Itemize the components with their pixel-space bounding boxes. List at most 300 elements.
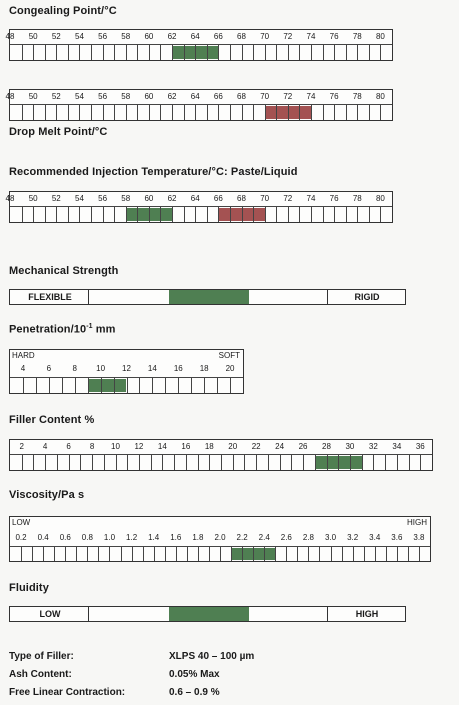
viscosity-scale-gridline <box>32 546 33 561</box>
penetration-tick-label: 20 <box>225 364 235 373</box>
penetration-tick-label: 12 <box>122 364 131 373</box>
viscosity-scale-gridline <box>275 546 276 561</box>
injection-scale-gridline <box>357 206 358 222</box>
filler-scale-gridline <box>303 454 304 470</box>
viscosity-tick-label: 0.6 <box>59 533 71 542</box>
viscosity-scale-gridline <box>143 546 144 561</box>
filler-scale-gridline <box>362 454 363 470</box>
drop_melt-scale-gridline <box>311 104 312 120</box>
injection-scale-gridline <box>230 206 231 222</box>
congealing-scale-gridline <box>45 44 46 60</box>
drop_melt-scale-gridline <box>207 104 208 120</box>
congealing-scale-gridline <box>357 44 358 60</box>
injection-scale-gridline <box>276 206 277 222</box>
injection-scale-gridline <box>253 206 254 222</box>
filler-content-title: Filler Content % <box>9 414 95 426</box>
fluidity-level <box>169 607 249 621</box>
filler-tick-label: 6 <box>66 442 71 451</box>
injection-scale-gridline <box>103 206 104 222</box>
injection-tick-label: 60 <box>144 194 154 203</box>
viscosity-tick-label: 2.2 <box>236 533 248 542</box>
viscosity-scale-gridline <box>286 546 287 561</box>
congealing-scale-gridline <box>149 44 150 60</box>
filler-scale-gridline <box>209 454 210 470</box>
congealing-scale-gridline <box>323 44 324 60</box>
penetration-scale-gridline <box>191 377 192 393</box>
filler-scale-gridline <box>198 454 199 470</box>
congealing-tick-label: 60 <box>144 32 154 41</box>
injection-tick-label: 56 <box>98 194 108 203</box>
viscosity-scale-gridline <box>386 546 387 561</box>
drop_melt-scale-gridline <box>276 104 277 120</box>
filler-tick-label: 4 <box>42 442 48 451</box>
viscosity-scale-gridline <box>331 546 332 561</box>
congealing-scale-gridline <box>334 44 335 60</box>
viscosity-scale-gridline <box>21 546 22 561</box>
viscosity-scale-gridline <box>419 546 420 561</box>
filler-scale-gridline <box>151 454 152 470</box>
viscosity-high-label: HIGH <box>407 518 427 527</box>
filler-tick-label: 18 <box>204 442 214 451</box>
viscosity-tick-label: 0.4 <box>37 533 49 542</box>
injection-scale-gridline <box>45 206 46 222</box>
filler-scale-gridline <box>373 454 374 470</box>
penetration-scale-gridline <box>204 377 205 393</box>
congealing-tick-label: 48 <box>5 32 15 41</box>
drop_melt-scale-gridline <box>253 104 254 120</box>
penetration-scale-gridline <box>62 377 63 393</box>
fluidity-high-label: HIGH <box>355 609 379 619</box>
congealing-scale-gridline <box>346 44 347 60</box>
penetration-range-highlight-green <box>88 379 127 392</box>
viscosity-scale-gridline <box>43 546 44 561</box>
viscosity-tick-label: 1.8 <box>192 533 204 542</box>
injection-tick-label: 74 <box>306 194 316 203</box>
filler-scale-gridline <box>221 454 222 470</box>
injection-scale-gridline <box>218 206 219 222</box>
penetration-scale <box>9 349 244 394</box>
drop_melt-scale-gridline <box>149 104 150 120</box>
viscosity-scale-gridline <box>76 546 77 561</box>
fluidity-title: Fluidity <box>9 582 49 594</box>
filler-tick-label: 2 <box>19 442 24 451</box>
viscosity-scale-gridline <box>408 546 409 561</box>
injection-tick-label: 72 <box>283 194 293 203</box>
viscosity-scale-gridline <box>121 546 122 561</box>
viscosity-scale-gridline <box>98 546 99 561</box>
viscosity-scale-gridline <box>165 546 166 561</box>
filler-scale-gridline <box>104 454 105 470</box>
penetration-title-text: Penetration/10 <box>9 323 87 336</box>
viscosity-scale-gridline <box>87 546 88 561</box>
congealing-scale-gridline <box>276 44 277 60</box>
drop_melt-scale-gridline <box>230 104 231 120</box>
filler-tick-label: 26 <box>298 442 308 451</box>
penetration-scale-gridline <box>36 377 37 393</box>
injection-scale-gridline <box>323 206 324 222</box>
filler-tick-label: 8 <box>89 442 95 451</box>
congealing-tick-label: 56 <box>98 32 108 41</box>
filler-scale-gridline <box>315 454 316 470</box>
drop_melt-scale-gridline <box>56 104 57 120</box>
drop_melt-tick-label: 60 <box>144 92 154 101</box>
injection-scale-gridline <box>334 206 335 222</box>
viscosity-tick-label: 1.2 <box>126 533 138 542</box>
viscosity-scale-gridline <box>308 546 309 561</box>
congealing-scale-gridline <box>79 44 80 60</box>
drop_melt-scale-gridline <box>369 104 370 120</box>
injection-temperature-title: Recommended Injection Temperature/°C: Paste/Liquid <box>9 166 298 178</box>
filler-scale-gridline <box>409 454 410 470</box>
drop-melt-point-title: Drop Melt Point/°C <box>9 126 108 138</box>
penetration-scale-gridline <box>127 377 128 393</box>
congealing-scale-gridline <box>311 44 312 60</box>
viscosity-scale-gridline <box>154 546 155 561</box>
filler-scale-gridline <box>22 454 23 470</box>
penetration-scale-gridline <box>75 377 76 393</box>
viscosity-scale-gridline <box>397 546 398 561</box>
injection-scale-gridline <box>149 206 150 222</box>
filler-tick-label: 30 <box>345 442 355 451</box>
drop_melt-scale-gridline <box>299 104 300 120</box>
injection-scale-gridline <box>369 206 370 222</box>
viscosity-scale-gridline <box>375 546 376 561</box>
congealing-scale-gridline <box>242 44 243 60</box>
filler-tick-label: 36 <box>415 442 425 451</box>
injection-tick-label: 76 <box>329 194 339 203</box>
congealing-tick-label: 76 <box>329 32 339 41</box>
drop_melt-scale-gridline <box>160 104 161 120</box>
injection-tick-label: 78 <box>352 194 362 203</box>
injection-scale-gridline <box>160 206 161 222</box>
injection-scale-gridline <box>195 206 196 222</box>
penetration-scale-gridline <box>217 377 218 393</box>
injection-scale-gridline <box>22 206 23 222</box>
drop_melt-scale-gridline <box>334 104 335 120</box>
filler-scale-gridline <box>420 454 421 470</box>
penetration-tick-label: 10 <box>96 364 106 373</box>
filler-tick-label: 10 <box>111 442 120 451</box>
penetration-scale-gridline <box>152 377 153 393</box>
viscosity-tick-label: 2.8 <box>302 533 314 542</box>
viscosity-scale-gridline <box>264 546 265 561</box>
drop_melt-tick-label: 64 <box>190 92 200 101</box>
congealing-tick-label: 72 <box>283 32 293 41</box>
filler-tick-label: 20 <box>228 442 238 451</box>
filler-scale-gridline <box>186 454 187 470</box>
penetration-tick-label: 14 <box>147 364 157 373</box>
injection-tick-label: 68 <box>237 194 246 203</box>
congealing-scale-gridline <box>91 44 92 60</box>
filler-scale-gridline <box>244 454 245 470</box>
penetration-tick-label: 18 <box>199 364 209 373</box>
linear-contraction-value: 0.6 – 0.9 % <box>169 687 220 698</box>
penetration-title-exponent: -1 <box>86 323 93 330</box>
filler-scale-gridline <box>33 454 34 470</box>
penetration-soft-label: SOFT <box>218 351 240 360</box>
filler-tick-label: 22 <box>251 442 261 451</box>
filler-scale-gridline <box>139 454 140 470</box>
filler-tick-label: 12 <box>134 442 144 451</box>
injection-scale-gridline <box>265 206 266 222</box>
drop_melt-tick-label: 72 <box>283 92 293 101</box>
viscosity-tick-label: 1.4 <box>148 533 160 542</box>
viscosity-tick-label: 1.6 <box>170 533 182 542</box>
congealing-tick-label: 62 <box>167 32 177 41</box>
injection-scale-gridline <box>91 206 92 222</box>
viscosity-tick-label: 3.0 <box>324 533 337 542</box>
drop_melt-scale-gridline <box>195 104 196 120</box>
drop_melt-tick-label: 76 <box>329 92 339 101</box>
viscosity-scale-gridline <box>132 546 133 561</box>
congealing-scale-gridline <box>288 44 289 60</box>
congealing-scale-gridline <box>137 44 138 60</box>
congealing-tick-label: 70 <box>260 32 270 41</box>
viscosity-scale-gridline <box>198 546 199 561</box>
congealing-scale-gridline <box>195 44 196 60</box>
viscosity-tick-label: 3.4 <box>369 533 381 542</box>
viscosity-scale-gridline <box>220 546 221 561</box>
injection-scale-gridline <box>346 206 347 222</box>
congealing-scale-gridline <box>172 44 173 60</box>
penetration-tick-label: 8 <box>72 364 77 373</box>
injection-scale-gridline <box>184 206 185 222</box>
drop_melt-tick-label: 68 <box>237 92 246 101</box>
viscosity-scale-gridline <box>176 546 177 561</box>
mechanical-strength-bar <box>9 289 406 305</box>
drop_melt-scale-gridline <box>288 104 289 120</box>
viscosity-scale-gridline <box>319 546 320 561</box>
injection-tick-label: 52 <box>51 194 61 203</box>
injection-tick-label: 48 <box>5 194 15 203</box>
penetration-scale-gridline <box>230 377 231 393</box>
congealing-tick-label: 80 <box>375 32 385 41</box>
drop_melt-scale-gridline <box>68 104 69 120</box>
mechanical-strength-level <box>169 290 249 304</box>
congealing-scale-gridline <box>299 44 300 60</box>
filler-type-label: Type of Filler: <box>9 651 74 662</box>
drop_melt-tick-label: 62 <box>167 92 177 101</box>
penetration-scale-gridline <box>114 377 115 393</box>
viscosity-tick-label: 0.2 <box>15 533 27 542</box>
filler-tick-label: 28 <box>322 442 331 451</box>
viscosity-scale-gridline <box>209 546 210 561</box>
filler-scale-gridline <box>338 454 339 470</box>
congealing-scale-gridline <box>218 44 219 60</box>
injection-temperature-scale <box>5 191 393 223</box>
drop_melt-tick-label: 58 <box>121 92 131 101</box>
congealing-point-title: Congealing Point/°C <box>9 5 117 17</box>
viscosity-title: Viscosity/Pa s <box>9 489 85 501</box>
injection-tick-label: 58 <box>121 194 131 203</box>
congealing-scale-gridline <box>68 44 69 60</box>
drop_melt-scale-gridline <box>346 104 347 120</box>
injection-scale-gridline <box>56 206 57 222</box>
filler-scale-gridline <box>45 454 46 470</box>
filler-scale-gridline <box>92 454 93 470</box>
penetration-scale-gridline <box>88 377 89 393</box>
drop_melt-scale-gridline <box>242 104 243 120</box>
penetration-scale-gridline <box>49 377 50 393</box>
viscosity-scale-gridline <box>353 546 354 561</box>
viscosity-tick-label: 2.6 <box>280 533 292 542</box>
viscosity-scale-gridline <box>253 546 254 561</box>
filler-scale-gridline <box>350 454 351 470</box>
injection-scale-gridline <box>311 206 312 222</box>
congealing-scale-gridline <box>22 44 23 60</box>
injection-tick-label: 70 <box>260 194 270 203</box>
injection-scale-gridline <box>33 206 34 222</box>
congealing-scale-gridline <box>33 44 34 60</box>
filler-scale-gridline <box>280 454 281 470</box>
congealing-point-scale <box>5 29 393 61</box>
viscosity-scale-gridline <box>187 546 188 561</box>
drop_melt-scale-gridline <box>323 104 324 120</box>
congealing-tick-label: 68 <box>237 32 246 41</box>
viscosity-tick-label: 3.8 <box>413 533 425 542</box>
congealing-scale-gridline <box>369 44 370 60</box>
injection-scale-gridline <box>380 206 381 222</box>
congealing-scale-gridline <box>380 44 381 60</box>
congealing-scale-gridline <box>253 44 254 60</box>
mechanical-flexible-label: FLEXIBLE <box>28 292 72 302</box>
penetration-tick-label: 4 <box>20 364 26 373</box>
injection-scale-gridline <box>68 206 69 222</box>
drop_melt-tick-label: 52 <box>51 92 61 101</box>
filler-tick-label: 32 <box>368 442 378 451</box>
viscosity-scale <box>9 516 431 562</box>
congealing-scale-gridline <box>114 44 115 60</box>
filler-scale-gridline <box>162 454 163 470</box>
congealing-tick-label: 52 <box>51 32 61 41</box>
injection-tick-label: 54 <box>75 194 84 203</box>
filler-tick-label: 34 <box>392 442 402 451</box>
congealing-scale-gridline <box>230 44 231 60</box>
filler-scale-gridline <box>127 454 128 470</box>
congealing-scale-gridline <box>265 44 266 60</box>
congealing-tick-label: 58 <box>121 32 131 41</box>
viscosity-tick-label: 2.4 <box>258 533 270 542</box>
linear-contraction-label: Free Linear Contraction: <box>9 687 126 698</box>
viscosity-scale-gridline <box>297 546 298 561</box>
drop_melt-scale-gridline <box>22 104 23 120</box>
penetration-hard-label: HARD <box>12 351 35 360</box>
injection-scale-gridline <box>114 206 115 222</box>
penetration-scale-gridline <box>178 377 179 393</box>
filler-scale-gridline <box>268 454 269 470</box>
filler-type-value: XLPS 40 – 100 µm <box>169 651 255 662</box>
penetration-title-unit: mm <box>92 323 116 336</box>
drop_melt-scale-gridline <box>33 104 34 120</box>
drop_melt-tick-label: 78 <box>352 92 362 101</box>
viscosity-scale-gridline <box>54 546 55 561</box>
viscosity-tick-label: 0.8 <box>81 533 93 542</box>
penetration-tick-label: 6 <box>46 364 52 373</box>
filler-scale-gridline <box>80 454 81 470</box>
injection-tick-label: 80 <box>375 194 385 203</box>
filler-tick-label: 24 <box>275 442 285 451</box>
injection-tick-label: 64 <box>190 194 200 203</box>
injection-scale-gridline <box>172 206 173 222</box>
congealing-scale-gridline <box>126 44 127 60</box>
mechanical-strength-title: Mechanical Strength <box>9 265 119 277</box>
congealing-scale-gridline <box>160 44 161 60</box>
filler-scale-gridline <box>116 454 117 470</box>
drop_melt-scale-gridline <box>91 104 92 120</box>
filler-scale-gridline <box>327 454 328 470</box>
injection-scale-gridline <box>299 206 300 222</box>
penetration-scale-gridline <box>101 377 102 393</box>
filler-tick-label: 16 <box>181 442 191 451</box>
injection-tick-label: 50 <box>28 194 38 203</box>
drop_melt-scale-gridline <box>114 104 115 120</box>
filler-scale-gridline <box>291 454 292 470</box>
filler-scale-gridline <box>397 454 398 470</box>
drop_melt-scale-gridline <box>380 104 381 120</box>
injection-scale-gridline <box>137 206 138 222</box>
injection-scale-gridline <box>126 206 127 222</box>
injection-tick-label: 66 <box>213 194 223 203</box>
filler-scale-gridline <box>69 454 70 470</box>
injection-scale-gridline <box>79 206 80 222</box>
viscosity-tick-label: 2.0 <box>214 533 226 542</box>
drop_melt-tick-label: 80 <box>375 92 385 101</box>
filler-scale-gridline <box>256 454 257 470</box>
drop_melt-tick-label: 56 <box>98 92 108 101</box>
drop_melt-tick-label: 70 <box>260 92 270 101</box>
fluidity-low-label: LOW <box>39 609 61 619</box>
viscosity-scale-gridline <box>231 546 232 561</box>
filler-scale-gridline <box>57 454 58 470</box>
injection-scale-gridline <box>288 206 289 222</box>
penetration-scale-gridline <box>165 377 166 393</box>
ash-content-value: 0.05% Max <box>169 669 220 680</box>
penetration-tick-label: 16 <box>173 364 183 373</box>
congealing-scale-gridline <box>207 44 208 60</box>
filler-tick-label: 14 <box>157 442 167 451</box>
viscosity-tick-label: 3.2 <box>347 533 359 542</box>
injection-scale-gridline <box>242 206 243 222</box>
filler-scale-gridline <box>385 454 386 470</box>
drop_melt-scale-gridline <box>79 104 80 120</box>
congealing-scale-gridline <box>103 44 104 60</box>
drop_melt-tick-label: 74 <box>306 92 316 101</box>
viscosity-scale-gridline <box>109 546 110 561</box>
drop_melt-scale-gridline <box>172 104 173 120</box>
drop_melt-scale-gridline <box>184 104 185 120</box>
filler-content-scale <box>9 439 433 471</box>
drop_melt-tick-label: 50 <box>28 92 38 101</box>
congealing-tick-label: 74 <box>306 32 316 41</box>
congealing-scale-gridline <box>184 44 185 60</box>
viscosity-scale-gridline <box>65 546 66 561</box>
filler-scale-gridline <box>233 454 234 470</box>
viscosity-scale-gridline <box>242 546 243 561</box>
viscosity-low-label: LOW <box>12 518 31 527</box>
drop_melt-tick-label: 66 <box>213 92 223 101</box>
congealing-tick-label: 66 <box>213 32 223 41</box>
drop-melt-point-scale <box>5 89 393 121</box>
viscosity-scale-gridline <box>342 546 343 561</box>
drop_melt-scale-gridline <box>357 104 358 120</box>
viscosity-tick-label: 3.6 <box>391 533 403 542</box>
penetration-title <box>9 323 116 336</box>
congealing-tick-label: 54 <box>75 32 84 41</box>
congealing-tick-label: 64 <box>190 32 200 41</box>
congealing-scale-gridline <box>56 44 57 60</box>
congealing-tick-label: 78 <box>352 32 362 41</box>
drop_melt-scale-gridline <box>126 104 127 120</box>
